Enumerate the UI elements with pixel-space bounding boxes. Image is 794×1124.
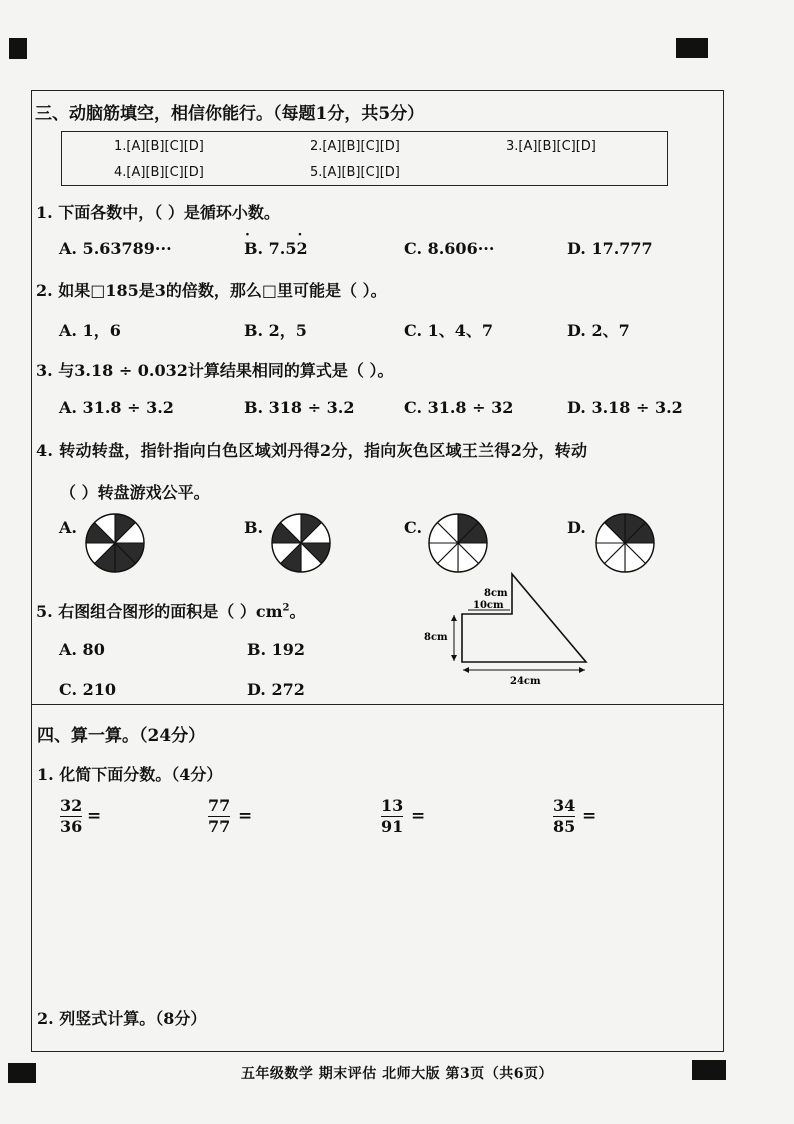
fraction-1-equals: = (87, 806, 102, 826)
q4-option-c-label[interactable]: C. (404, 518, 423, 537)
figure-8cm-arrow-top (451, 615, 457, 621)
q2-option-a[interactable]: A. 1，6 (59, 321, 121, 340)
q4-option-a-label[interactable]: A. (59, 518, 77, 537)
fraction-2 (208, 797, 230, 836)
q1-option-c[interactable]: C. 8.606··· (404, 239, 495, 258)
q1-option-d[interactable]: D. 17.777 (567, 239, 653, 258)
fraction-4-denominator: 85 (553, 817, 576, 836)
q1-option-b-repeat-digit: · 2 (297, 239, 308, 258)
answer-bubble-1[interactable]: 1.[A][B][C][D] (114, 139, 204, 154)
q2-option-b[interactable]: B. 2，5 (244, 321, 307, 340)
fraction-2-denominator: 77 (208, 817, 231, 836)
fraction-3-denominator: 91 (381, 817, 404, 836)
fraction-3-equals: = (411, 806, 426, 826)
q3-option-c[interactable]: C. 31.8 ÷ 32 (404, 398, 514, 417)
q5-unit-exponent: 2 (282, 602, 290, 614)
q1-stem: 1. 下面各数中，（ ）是循环小数。 (36, 203, 280, 222)
composite-figure (418, 570, 598, 690)
q3-option-d[interactable]: D. 3.18 ÷ 3.2 (567, 398, 683, 417)
q2-stem: 2. 如果□185是3的倍数，那么□里可能是（ ）。 (36, 281, 387, 300)
page-footer: 五年级数学 期末评估 北师大版 第3页（共6页） (240, 1066, 554, 1082)
q5-stem (36, 599, 306, 622)
fraction-4-numerator: 34 (553, 796, 576, 815)
figure-8cm-arrow-bottom (451, 655, 457, 661)
q3-option-a[interactable]: A. 31.8 ÷ 3.2 (59, 398, 174, 417)
q2-option-c[interactable]: C. 1、4、7 (404, 321, 493, 340)
q4-stem-line2: （ ）转盘游戏公平。 (60, 483, 210, 502)
figure-label-8cm-top: 8cm (484, 588, 508, 599)
fraction-2-equals: = (238, 806, 253, 826)
answer-bubble-5[interactable]: 5.[A][B][C][D] (310, 165, 400, 180)
fraction-3-numerator: 13 (381, 796, 404, 815)
q1-option-a[interactable]: A. 5.63789··· (59, 239, 172, 258)
section3-heading: 三、动脑筋填空，相信你能行。（每题1分，共5分） (35, 104, 425, 124)
q3-stem: 3. 与3.18 ÷ 0.032计算结果相同的算式是（ ）。 (36, 361, 394, 380)
answer-bubble-4[interactable]: 4.[A][B][C][D] (114, 165, 204, 180)
spinner-a (83, 511, 147, 575)
spinner-c (426, 511, 490, 575)
q5-option-d[interactable]: D. 272 (247, 680, 305, 699)
section-divider (31, 704, 724, 705)
figure-label-10cm: 10cm (473, 600, 504, 611)
registration-mark-top-left (9, 38, 27, 59)
answer-bubble-2[interactable]: 2.[A][B][C][D] (310, 139, 400, 154)
registration-mark-top-right (676, 38, 708, 58)
spinner-d (593, 511, 657, 575)
q3-option-b[interactable]: B. 318 ÷ 3.2 (244, 398, 355, 417)
figure-outline (462, 574, 586, 662)
p2-title: 2. 列竖式计算。（8分） (37, 1009, 207, 1028)
q2-option-d[interactable]: D. 2、7 (567, 321, 630, 340)
fraction-4-equals: = (582, 806, 597, 826)
fraction-3 (381, 797, 403, 836)
q5-stem-tail: 。 (289, 602, 306, 621)
figure-label-24cm: 24cm (510, 676, 541, 687)
p1-title: 1. 化简下面分数。（4分） (37, 765, 223, 784)
q4-stem-line1: 4. 转动转盘，指针指向白色区域刘丹得2分，指向灰色区域王兰得2分，转动 (36, 441, 588, 460)
fraction-4 (553, 797, 575, 836)
q5-option-c[interactable]: C. 210 (59, 680, 116, 699)
spinner-b (269, 511, 333, 575)
q1-option-b[interactable] (244, 239, 308, 258)
figure-24cm-arrow-right (579, 667, 585, 673)
fraction-1-denominator: 36 (60, 817, 83, 836)
figure-24cm-arrow-left (463, 667, 469, 673)
q5-option-a[interactable]: A. 80 (59, 640, 105, 659)
fraction-1-numerator: 32 (60, 796, 83, 815)
answer-bubble-3[interactable]: 3.[A][B][C][D] (506, 139, 596, 154)
q4-option-b-label[interactable]: B. (244, 518, 264, 537)
fraction-2-numerator: 77 (208, 796, 231, 815)
q4-option-d-label[interactable]: D. (567, 518, 586, 537)
figure-label-8cm-left: 8cm (424, 632, 448, 643)
fraction-1 (60, 797, 82, 836)
q5-option-b[interactable]: B. 192 (247, 640, 306, 659)
q1-option-b-text: · B. 7.5 (244, 239, 297, 258)
q5-stem-text: 5. 右图组合图形的面积是（ ）cm (36, 602, 283, 621)
section4-heading: 四、算一算。（24分） (37, 726, 206, 746)
